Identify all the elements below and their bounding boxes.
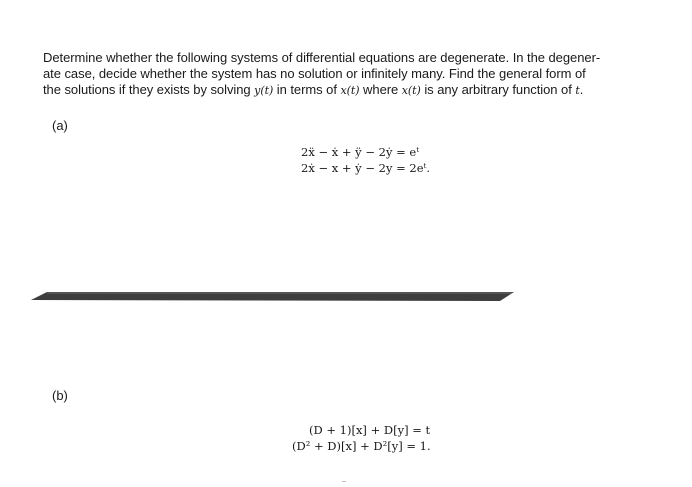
problem-line-3-text-c: where [359, 82, 402, 97]
math-x-of-t: x(t) [340, 84, 360, 97]
problem-line-2: ate case, decide whether the system has no solution or infinitely many. Find the general form of [43, 66, 586, 81]
math-x-of-t-2: x(t) [401, 84, 421, 97]
part-a-label: (a) [52, 118, 68, 133]
problem-line-3-text-a: the solutions if they exists by solving [43, 82, 255, 97]
problem-line-1: Determine whether the following systems of differential equations are degenerate. In the degener- [43, 50, 601, 65]
math-y-of-t: y(t) [254, 84, 274, 97]
problem-line-3-text-b: in terms of [273, 82, 341, 97]
page-mark [342, 481, 346, 482]
part-b-equation-2: (D² + D)[x] + D²[y] = 1. [292, 439, 431, 453]
problem-line-3-text-d: is any arbitrary function of [420, 82, 576, 97]
part-b-label: (b) [52, 388, 68, 403]
part-b-equations [292, 422, 431, 454]
part-a-equation-1: 2ẍ − ẋ + ÿ − 2ẏ = eᵗ [301, 145, 420, 159]
math-t: t [575, 84, 580, 97]
part-b-equation-1: (D + 1)[x] + D[y] = t [309, 423, 431, 437]
part-a-equation-2: 2ẋ − x + ẏ − 2y = 2eᵗ. [301, 161, 430, 175]
problem-line-3-text-e: . [579, 82, 584, 97]
